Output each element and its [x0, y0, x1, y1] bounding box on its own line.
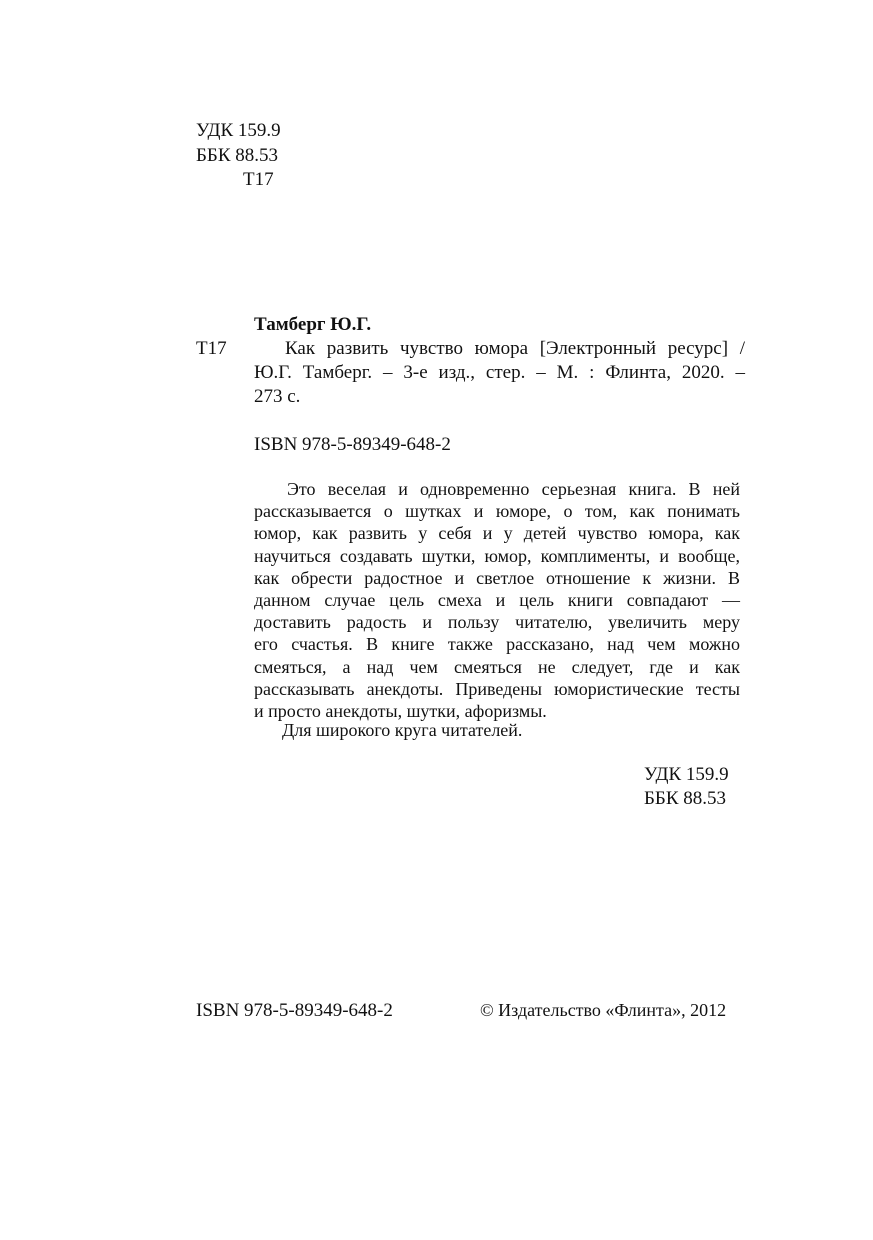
isbn-footer: ISBN 978-5-89349-648-2 — [196, 1000, 393, 1021]
udk-code-top: УДК 159.9 — [196, 120, 281, 141]
bbk-code-bottom: ББК 88.53 — [644, 788, 726, 809]
annotation — [254, 478, 740, 722]
cutter-mark: Т17 — [196, 338, 227, 359]
annotation-line: и просто анекдоты, шутки, афоризмы. — [254, 701, 547, 722]
bibliographic-line-3: 273 с. — [254, 386, 301, 407]
author-name: Тамберг Ю.Г. — [254, 314, 372, 335]
author-code-top: Т17 — [243, 169, 274, 190]
annotation-line: смеяться, а над чем смеяться не следует, где и как — [254, 656, 740, 677]
annotation-line: Это веселая и одновременно серьезная книга. В ней — [287, 479, 740, 499]
annotation-line: доставить радость и пользу читателю, увеличить меру — [254, 612, 740, 633]
bibliographic-line-1: Как развить чувство юмора [Электронный ресурс] / — [285, 338, 745, 359]
annotation-line: рассказывать анекдоты. Приведены юмористические тесты — [254, 678, 740, 699]
annotation-line: как обрести радостное и светлое отношение к жизни. В — [254, 567, 740, 588]
annotation-line: данном случае цель смеха и цель книги совпадают — — [254, 590, 740, 611]
isbn-entry: ISBN 978-5-89349-648-2 — [254, 434, 451, 455]
annotation-line: научиться создавать шутки, юмор, комплименты, и вообще, — [254, 545, 740, 566]
annotation-line: рассказывается о шутках и юморе, о том, как понимать — [254, 501, 740, 522]
annotation-line: его счастья. В книге также рассказано, над чем можно — [254, 634, 740, 655]
udk-code-bottom: УДК 159.9 — [644, 764, 729, 785]
copyright-notice: © Издательство «Флинта», 2012 — [480, 1000, 727, 1020]
bbk-code-top: ББК 88.53 — [196, 145, 278, 166]
audience-note: Для широкого круга читателей. — [282, 720, 523, 740]
annotation-line: юмор, как развить у себя и у детей чувство юмора, как — [254, 523, 740, 544]
bibliographic-line-2: Ю.Г. Тамберг. – 3-е изд., стер. – М. : Флинта, 2020. – — [254, 362, 745, 383]
